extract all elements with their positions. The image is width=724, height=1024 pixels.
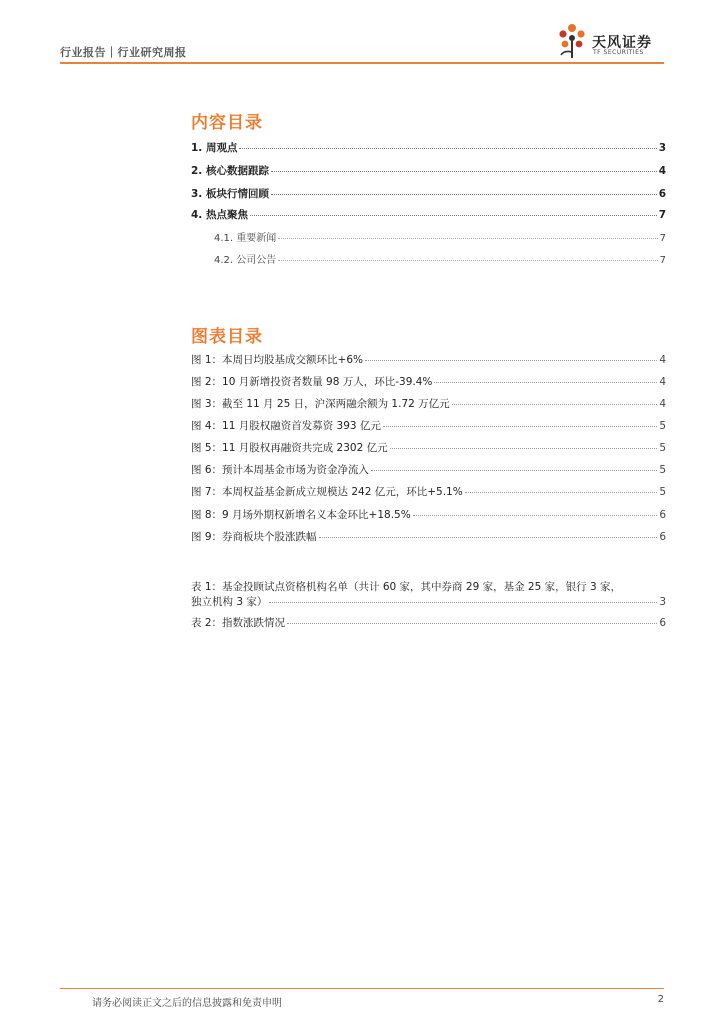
page-number: 2 [657,994,664,1005]
toc-subitem-label: 4.1. 重要新闻 [214,233,277,244]
toc-leader [278,260,657,261]
toc-leader [383,426,657,427]
figure-entry-label: 图 9：券商板块个股涨跌幅 [191,531,317,543]
toc-leader [452,404,658,405]
toc-leader [365,360,657,361]
toc-leader [319,537,658,538]
toc-leader [250,215,657,216]
toc-leader [434,382,657,383]
figure-entry-6[interactable] [191,462,666,477]
toc-leader [371,470,657,471]
table-entry-1-line1[interactable]: 表 1：基金投顾试点资格机构名单（共计 60 家，其中券商 29 家，基金 25 家，银行 3 家， [191,581,621,593]
flower-logo-icon [554,22,590,60]
figure-entry-8[interactable] [191,507,666,522]
figure-entry-page: 4 [659,354,666,366]
toc-item-2[interactable] [191,163,666,178]
toc-subitem-page: 7 [659,233,666,244]
table-entry-label: 表 2：指数涨跌情况 [191,617,286,629]
figure-entry-9[interactable] [191,529,666,544]
figure-entry-1[interactable] [191,352,666,367]
footer-disclaimer: 请务必阅读正文之后的信息披露和免责申明 [92,998,282,1009]
figure-entry-page: 4 [659,398,666,410]
figure-entry-label: 图 1：本周日均股基成交额环比+6% [191,354,363,366]
toc-item-1[interactable] [191,140,666,155]
figure-entry-2[interactable] [191,374,666,389]
figure-entry-label: 图 7：本周权益基金新成立规模达 242 亿元，环比+5.1% [191,486,463,498]
toc-leader [413,515,658,516]
figure-entry-3[interactable] [191,396,666,411]
figure-entry-label: 图 8：9 月场外期权新增名义本金环比+18.5% [191,509,411,521]
figure-entry-page: 5 [659,464,666,476]
toc-item-label: 1. 周观点 [191,142,238,154]
header-divider [60,62,664,64]
toc-leader [271,171,657,172]
figure-entry-page: 5 [659,442,666,454]
figure-entry-5[interactable] [191,440,666,455]
figures-title: 图表目录 [191,327,263,347]
toc-item-page: 6 [658,188,666,200]
table-entry-page: 6 [659,617,666,629]
toc-leader [271,194,657,195]
table-entry-1[interactable] [191,594,666,609]
toc-subitem-4-1[interactable] [214,229,666,244]
figure-entry-label: 图 4：11 月股权融资首发募资 393 亿元 [191,420,381,432]
toc-leader [465,492,658,493]
toc-subitem-label: 4.2. 公司公告 [214,255,277,266]
figure-entry-page: 4 [659,376,666,388]
toc-leader [269,602,657,603]
report-category: 行业报告｜行业研究周报 [60,46,187,59]
contents-title: 内容目录 [191,113,263,133]
figure-entry-4[interactable] [191,418,666,433]
figure-entry-7[interactable] [191,484,666,499]
toc-item-page: 4 [658,165,666,177]
logo-text: 天风证券 [592,35,652,51]
toc-leader [278,238,657,239]
page-header [60,22,664,64]
toc-item-page: 7 [658,209,666,221]
toc-item-label: 3. 板块行情回顾 [191,188,269,200]
footer-divider [60,988,664,989]
toc-item-label: 4. 热点聚焦 [191,209,248,221]
figure-entry-label: 图 6：预计本周基金市场为资金净流入 [191,464,370,476]
figure-entry-page: 5 [659,420,666,432]
figure-entry-page: 6 [659,509,666,521]
logo-subtext: TF SECURITIES [593,49,644,56]
figure-entry-page: 6 [659,531,666,543]
toc-leader [390,448,658,449]
toc-subitem-page: 7 [659,255,666,266]
toc-item-4[interactable] [191,207,666,222]
toc-leader [239,148,656,149]
toc-item-3[interactable] [191,186,666,201]
table-entry-label: 独立机构 3 家） [191,596,268,608]
figure-entry-label: 图 3：截至 11 月 25 日，沪深两融余额为 1.72 万亿元 [191,398,450,410]
figure-entry-label: 图 5：11 月股权再融资共完成 2302 亿元 [191,442,388,454]
toc-leader [287,623,657,624]
table-entry-page: 3 [659,596,666,608]
table-entry-2[interactable] [191,615,666,630]
toc-subitem-4-2[interactable] [214,251,666,266]
figure-entry-label: 图 2：10 月新增投资者数量 98 万人，环比-39.4% [191,376,433,388]
toc-item-label: 2. 核心数据跟踪 [191,165,269,177]
toc-item-page: 3 [658,142,666,154]
figure-entry-page: 5 [659,486,666,498]
company-logo [554,22,664,60]
